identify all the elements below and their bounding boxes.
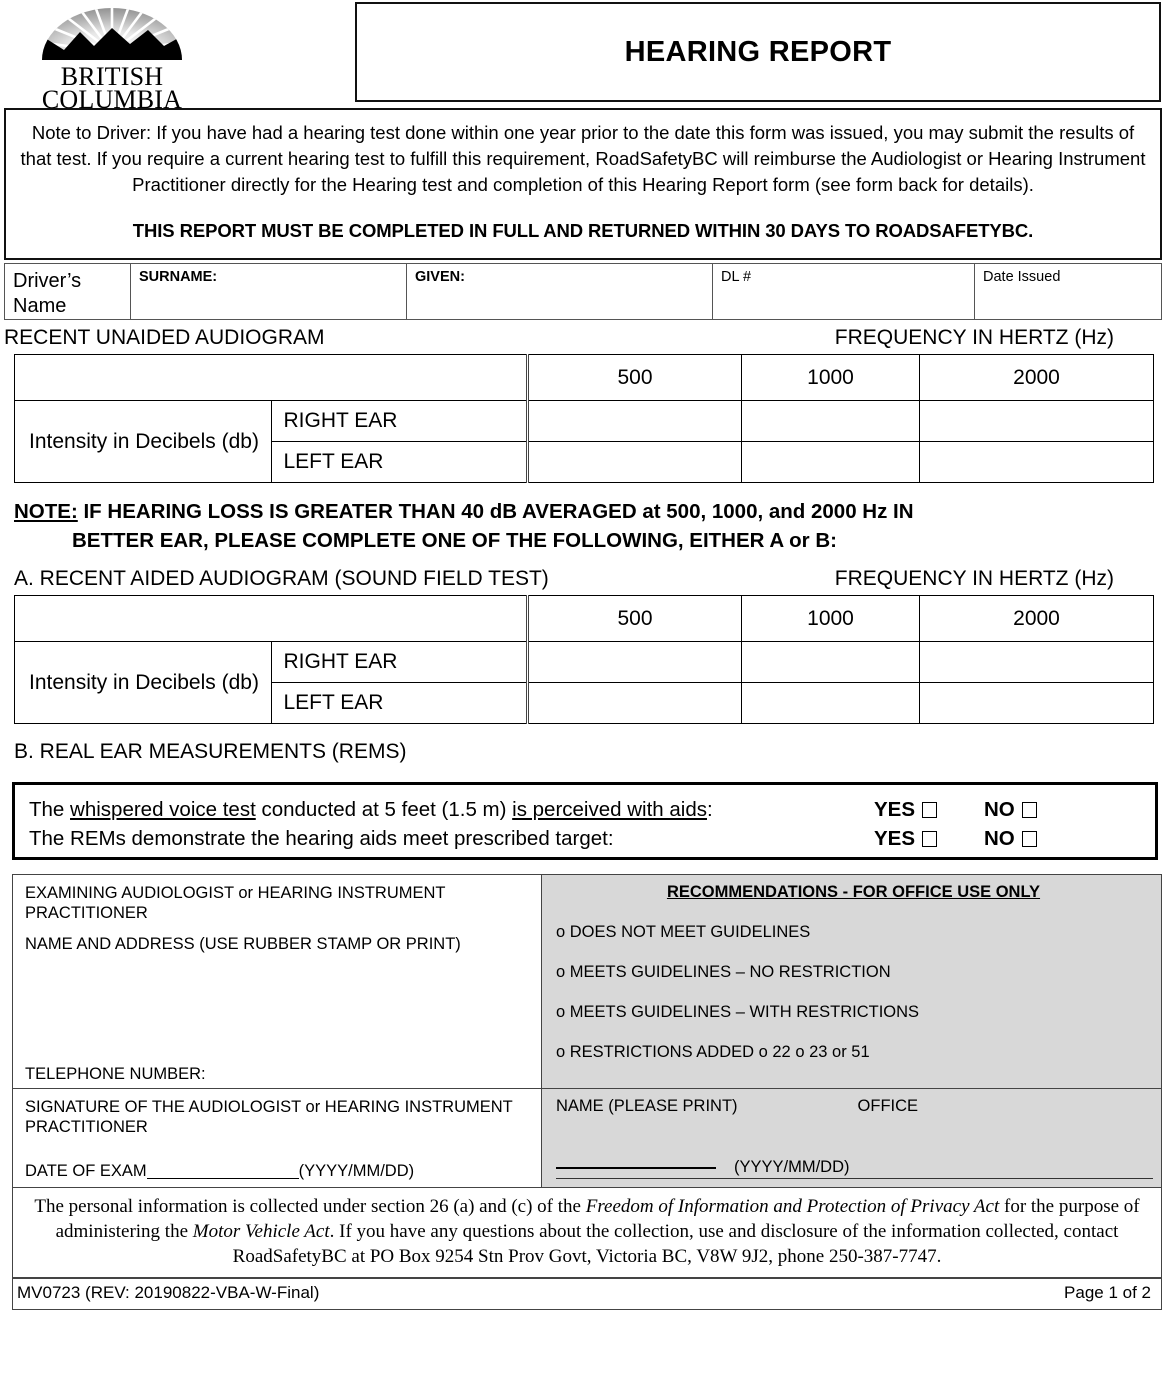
office-name-row <box>556 1097 1151 1116</box>
page-number: Page 1 of 2 <box>1064 1283 1151 1302</box>
note-to-driver-text: Note to Driver: If you have had a hearing test done within one year prior to the date this form was issued, you may submit the results of that test. If you require a current hearing test to fulfill this requirement, RoadSafetyBC will reimburse the Audiologist or Hearing Instrument Practitioner directly for the Hearing test and completion of this Hearing Report form (see form back for details). <box>20 122 1146 195</box>
bc-logo <box>36 2 188 114</box>
page-footer <box>12 1278 1162 1310</box>
note-to-driver-box <box>4 108 1162 260</box>
date-of-exam-field[interactable] <box>25 1162 414 1181</box>
dl-number-label: DL # <box>721 269 752 285</box>
unaided-frequency-title: FREQUENCY IN HERTZ (Hz) <box>834 326 1114 349</box>
recommendation-option-meets-with-restrictions[interactable]: o MEETS GUIDELINES – WITH RESTRICTIONS <box>556 1003 920 1021</box>
date-of-exam-format: (YYYY/MM/DD) <box>298 1162 415 1180</box>
privacy-notice <box>12 1188 1162 1278</box>
rems-no-checkbox[interactable] <box>1022 831 1037 847</box>
whisper-text-a: The <box>29 798 71 821</box>
page-header <box>0 0 1166 114</box>
unaided-col-1000: 1000 <box>742 355 920 401</box>
whisper-no-group[interactable] <box>984 795 1037 824</box>
whisper-test-line <box>29 795 1155 824</box>
aided-audiogram-table <box>14 595 1154 724</box>
unaided-right-ear-label: RIGHT EAR <box>271 401 528 442</box>
table-header-row <box>15 355 1154 401</box>
aided-left-1000-field[interactable] <box>742 683 920 724</box>
hearing-loss-note <box>14 497 1162 555</box>
rems-no-label: NO <box>984 827 1015 850</box>
whisper-yes-group[interactable] <box>874 795 937 824</box>
aided-right-ear-label: RIGHT EAR <box>271 642 528 683</box>
bc-sun-mountain-icon <box>36 2 188 64</box>
unaided-left-ear-label: LEFT EAR <box>271 442 528 483</box>
unaided-audiogram-table <box>14 354 1154 483</box>
given-cell[interactable] <box>407 264 713 320</box>
logo-line-british: BRITISH <box>60 62 164 91</box>
office-date-field[interactable] <box>556 1158 1153 1179</box>
date-issued-cell[interactable] <box>975 264 1162 320</box>
office-use-cell[interactable] <box>542 1089 1161 1187</box>
signature-office-row <box>13 1088 1161 1187</box>
unaided-intensity-label: Intensity in Decibels (db) <box>15 401 272 483</box>
note-line-2: BETTER EAR, PLEASE COMPLETE ONE OF THE FOLLOWING, EITHER A or B: <box>72 529 837 552</box>
unaided-col-2000: 2000 <box>920 355 1154 401</box>
aided-header-blank <box>15 596 528 642</box>
aided-left-500-field[interactable] <box>528 683 742 724</box>
aided-right-1000-field[interactable] <box>742 642 920 683</box>
table-row <box>5 264 1162 320</box>
whisper-underline-1: whispered voice test <box>70 798 256 821</box>
whisper-no-label: NO <box>984 798 1015 821</box>
unaided-left-1000-field[interactable] <box>742 442 920 483</box>
logo-line-columbia: COLUMBIA <box>41 85 183 114</box>
recommendation-option-does-not-meet[interactable]: o DOES NOT MEET GUIDELINES <box>556 923 811 941</box>
recommendations-heading: RECOMMENDATIONS - FOR OFFICE USE ONLY <box>666 883 1041 901</box>
unaided-section-header <box>4 326 1162 350</box>
bottom-form-grid <box>12 874 1162 1188</box>
date-of-exam-label: DATE OF EXAM <box>25 1162 147 1180</box>
rems-target-text: The REMs demonstrate the hearing aids meet prescribed target: <box>29 827 614 850</box>
bc-logo-text <box>36 62 188 114</box>
privacy-text-2: for the purpose of administering the <box>55 1196 1140 1242</box>
driver-name-table <box>4 263 1162 320</box>
privacy-act-foippa: Freedom of Information and Protection of Privacy Act <box>585 1196 1000 1217</box>
unaided-left-2000-field[interactable] <box>920 442 1154 483</box>
aided-left-2000-field[interactable] <box>920 683 1154 724</box>
aided-left-ear-label: LEFT EAR <box>271 683 528 724</box>
rems-yes-group[interactable] <box>874 824 937 853</box>
table-row <box>15 642 1154 683</box>
unaided-right-500-field[interactable] <box>528 401 742 442</box>
whisper-yes-checkbox[interactable] <box>922 802 937 818</box>
aided-col-2000: 2000 <box>920 596 1154 642</box>
title-box <box>355 2 1161 102</box>
aided-col-1000: 1000 <box>742 596 920 642</box>
aided-right-500-field[interactable] <box>528 642 742 683</box>
office-label: OFFICE <box>857 1097 919 1115</box>
signature-title: SIGNATURE OF THE AUDIOLOGIST or HEARING INSTRUMENT PRACTITIONER <box>25 1098 513 1136</box>
page-title: HEARING REPORT <box>624 35 892 68</box>
aided-intensity-label: Intensity in Decibels (db) <box>15 642 272 724</box>
whisper-underline-2: is perceived with aids <box>512 798 707 821</box>
examiner-cell[interactable] <box>13 875 542 1088</box>
table-row <box>15 401 1154 442</box>
given-label: GIVEN: <box>415 269 465 285</box>
whispered-voice-test-box <box>12 782 1158 860</box>
unaided-right-1000-field[interactable] <box>742 401 920 442</box>
telephone-number-label: TELEPHONE NUMBER: <box>25 1065 206 1083</box>
aided-col-500: 500 <box>528 596 742 642</box>
examiner-address-prompt: NAME AND ADDRESS (USE RUBBER STAMP OR PRINT) <box>25 935 461 953</box>
date-issued-label: Date Issued <box>983 269 1061 285</box>
office-name-label: NAME (PLEASE PRINT) <box>556 1097 738 1115</box>
recommendations-cell <box>542 875 1161 1088</box>
note-line-1: IF HEARING LOSS IS GREATER THAN 40 dB AVERAGED at 500, 1000, and 2000 Hz IN <box>83 500 914 523</box>
office-date-format: (YYYY/MM/DD) <box>734 1158 850 1176</box>
note-prefix: NOTE: <box>14 500 78 523</box>
whisper-no-checkbox[interactable] <box>1022 802 1037 818</box>
privacy-text-3: . If you have any questions about the collection, use and disclosure of the information collected, contact RoadSafetyBC at PO Box 9254 Stn Prov Govt, Victoria BC, V8W 9J2, phone 250-387-7747. <box>232 1221 1119 1267</box>
rems-no-group[interactable] <box>984 824 1037 853</box>
date-of-exam-rule <box>147 1178 299 1179</box>
table-header-row <box>15 596 1154 642</box>
privacy-act-mva: Motor Vehicle Act <box>192 1221 330 1242</box>
aided-frequency-title: FREQUENCY IN HERTZ (Hz) <box>834 567 1114 590</box>
note-bold-statement: THIS REPORT MUST BE COMPLETED IN FULL AND RETURNED WITHIN 30 DAYS TO ROADSAFETYBC. <box>132 220 1034 241</box>
signature-cell[interactable] <box>13 1089 542 1187</box>
surname-cell[interactable] <box>131 264 407 320</box>
unaided-col-500: 500 <box>528 355 742 401</box>
whisper-text-c: : <box>707 798 713 821</box>
whisper-text-b: conducted at 5 feet (1.5 m) <box>255 798 513 821</box>
recommendation-option-restrictions-added[interactable]: o RESTRICTIONS ADDED o 22 o 23 or 51 <box>556 1043 870 1061</box>
examiner-title: EXAMINING AUDIOLOGIST or HEARING INSTRUMENT PRACTITIONER <box>25 884 446 922</box>
unaided-left-500-field[interactable] <box>528 442 742 483</box>
aided-section-header <box>4 567 1162 591</box>
rems-section-header <box>4 740 1162 764</box>
dl-number-cell[interactable] <box>713 264 975 320</box>
rems-yes-label: YES <box>874 827 916 850</box>
privacy-text-1: The personal information is collected under section 26 (a) and (c) of the <box>34 1196 586 1217</box>
examiner-recommendations-row <box>13 875 1161 1088</box>
rems-target-line <box>29 824 1155 853</box>
form-id: MV0723 (REV: 20190822-VBA-W-Final) <box>17 1283 320 1302</box>
unaided-right-2000-field[interactable] <box>920 401 1154 442</box>
whisper-yes-label: YES <box>874 798 916 821</box>
drivers-name-label: Driver’s Name <box>5 264 131 320</box>
surname-label: SURNAME: <box>139 269 218 285</box>
unaided-section-title: RECENT UNAIDED AUDIOGRAM <box>4 326 325 349</box>
recommendation-option-meets-no-restriction[interactable]: o MEETS GUIDELINES – NO RESTRICTION <box>556 963 891 981</box>
aided-section-title: A. RECENT AIDED AUDIOGRAM (SOUND FIELD TEST) <box>14 567 549 590</box>
office-date-rule <box>556 1167 716 1169</box>
rems-section-title: B. REAL EAR MEASUREMENTS (REMS) <box>14 740 407 763</box>
unaided-header-blank <box>15 355 528 401</box>
telephone-number-field[interactable] <box>25 1065 206 1084</box>
rems-yes-checkbox[interactable] <box>922 831 937 847</box>
aided-right-2000-field[interactable] <box>920 642 1154 683</box>
